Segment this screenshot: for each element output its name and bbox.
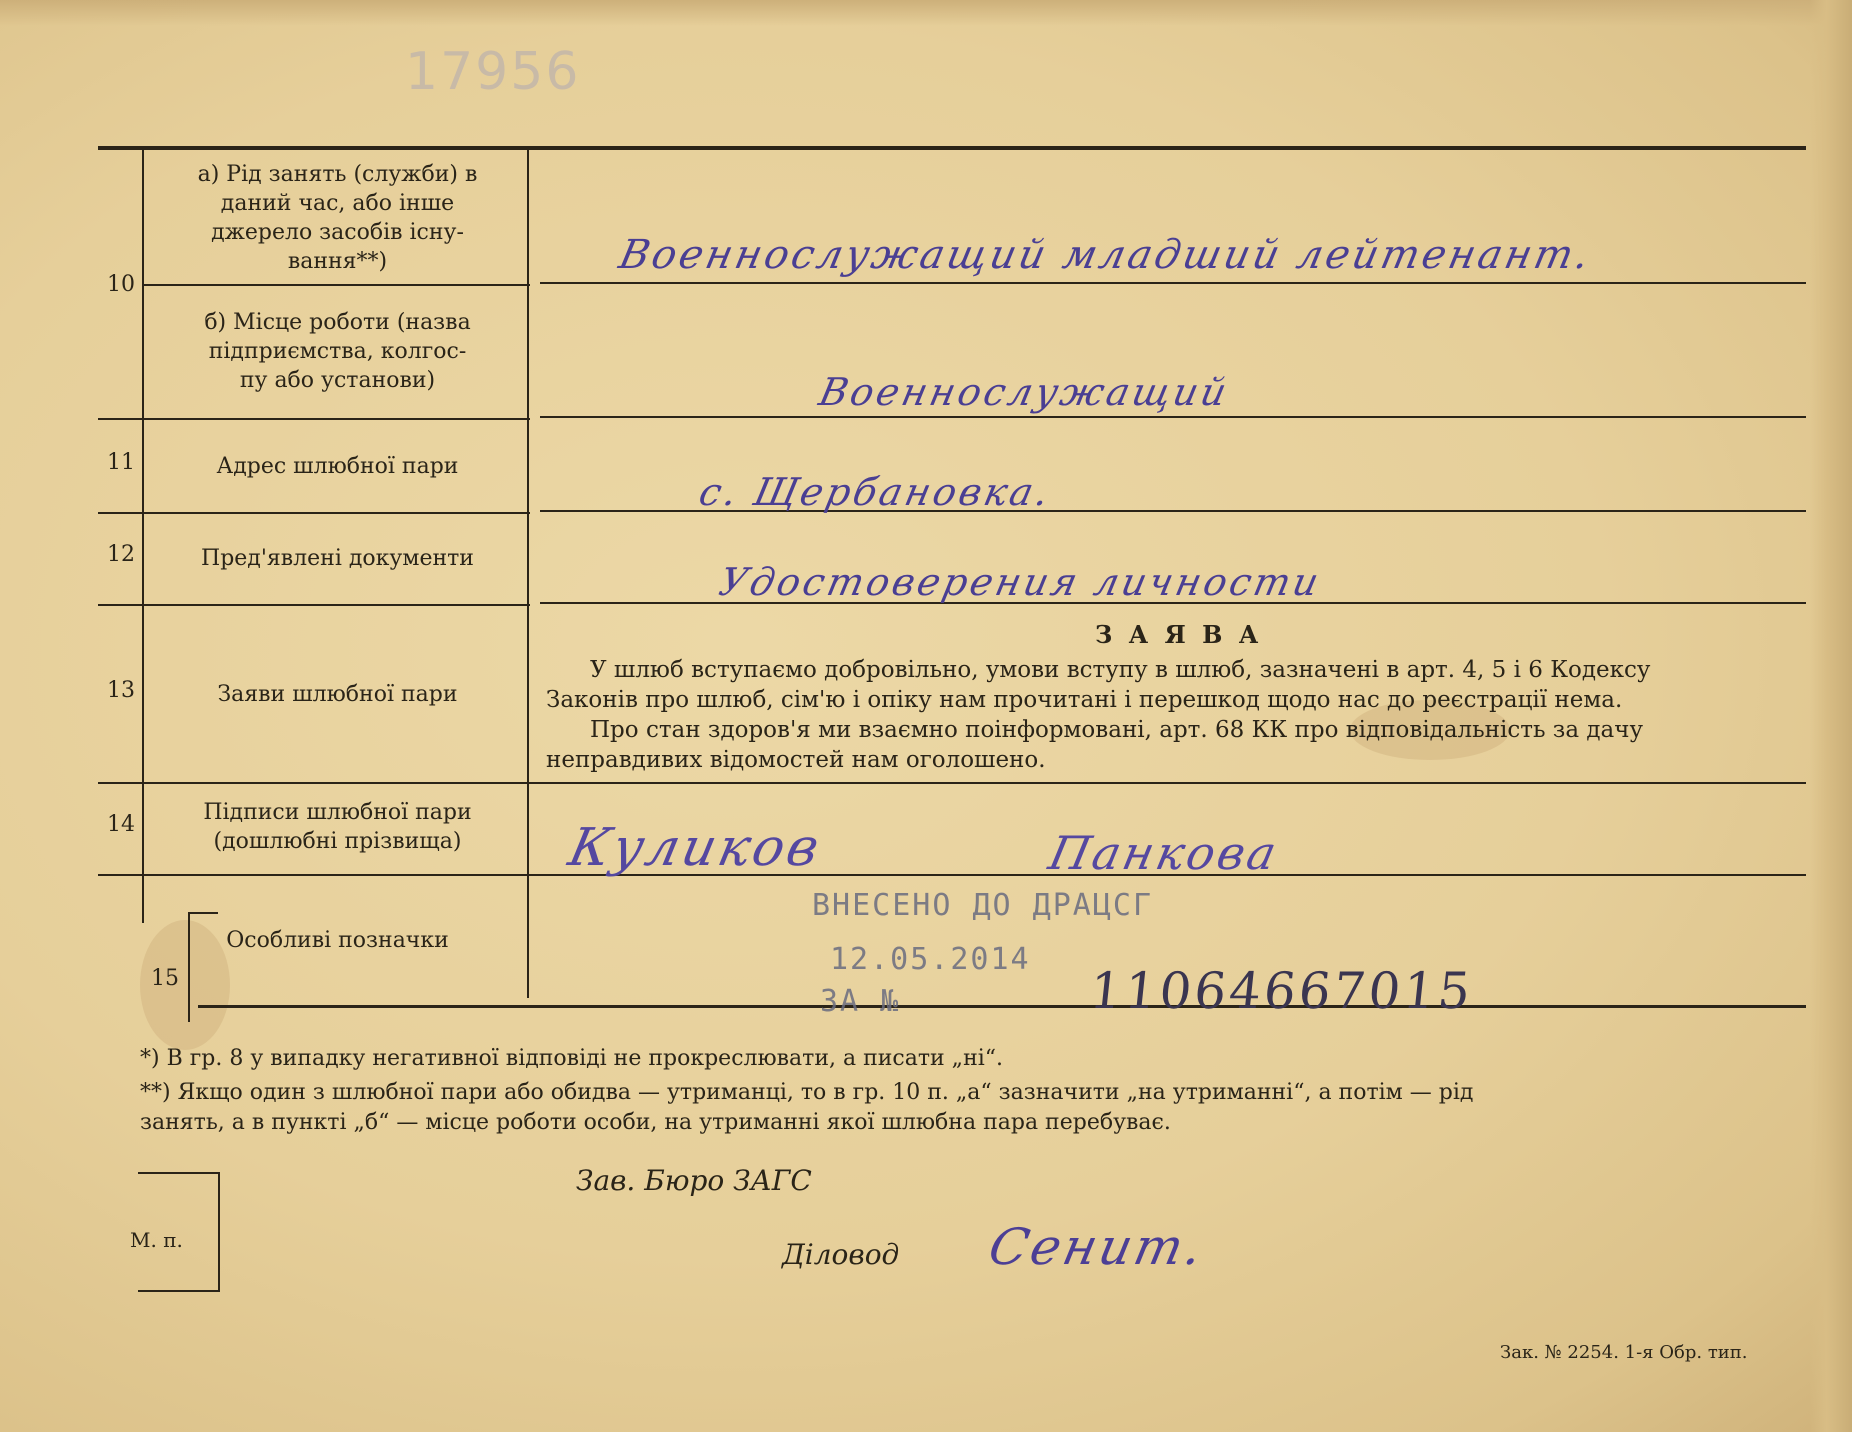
value-address: с. Щербановка. — [695, 470, 1056, 514]
row-number-13: 13 — [107, 678, 135, 703]
footnote-2: **) Якщо один з шлюбної пари або обидва — утриманці, то в гр. 10 п. „а“ зазначити „на утриманні“, а потім — рід — [140, 1080, 1474, 1105]
print-info: Зак. № 2254. 1-я Обр. тип. — [1500, 1342, 1748, 1363]
value-line — [540, 416, 1806, 418]
row-divider — [98, 512, 530, 514]
statement-title: З А Я В А — [1095, 620, 1263, 649]
head-of-registry-label: Зав. Бюро ЗАГС — [576, 1164, 812, 1197]
signature-groom: Куликов — [563, 818, 828, 878]
seal-label: М. п. — [130, 1228, 183, 1252]
row-number-12: 12 — [107, 542, 135, 567]
label-row-15: Особливі позначки — [226, 928, 449, 953]
signature-bride: Панкова — [1044, 826, 1284, 880]
row-divider — [142, 284, 530, 286]
value-documents: Удостоверения личности — [715, 560, 1326, 604]
row-divider — [98, 874, 1806, 876]
label-row-14: Підписи шлюбної пари (дошлюбні прізвища) — [203, 800, 472, 854]
registration-stamp-date: 12.05.2014 — [830, 942, 1031, 977]
value-line — [540, 282, 1806, 284]
row-number-11: 11 — [107, 450, 135, 475]
value-workplace: Военнослужащий — [815, 370, 1234, 414]
seal-box-border — [138, 1290, 220, 1292]
row-divider — [98, 782, 1806, 784]
paper-edge-right — [1810, 0, 1852, 1432]
statement-line: У шлюб вступаємо добровільно, умови вступу в шлюб, зазначені в арт. 4, 5 і 6 Кодексу — [590, 657, 1651, 683]
registration-number: 11064667015 — [1086, 962, 1476, 1020]
table-column-divider — [142, 148, 144, 923]
row-divider — [98, 418, 530, 420]
statement-line: неправдивих відомостей нам оголошено. — [546, 747, 1046, 773]
footnote-1: *) В гр. 8 у випадку негативної відповіді не прокреслювати, а писати „ні“. — [140, 1046, 1004, 1071]
row-number-14: 14 — [107, 812, 135, 837]
statement-line: Про стан здоров'я ми взаємно поінформовані, арт. 68 КК про відповідальність за дачу — [590, 717, 1643, 743]
row15-bracket — [188, 912, 218, 914]
statement-line: Законів про шлюб, сім'ю і опіку нам прочитані і перешкод щодо нас до реєстрації нема. — [546, 687, 1623, 713]
row-number-15: 15 — [151, 966, 179, 991]
archive-number: 17956 — [405, 42, 581, 102]
row-number-10: 10 — [107, 272, 135, 297]
paper-edge-top — [0, 0, 1852, 26]
seal-box-border — [218, 1172, 220, 1292]
registration-stamp-line3: ЗА № — [820, 984, 901, 1019]
label-row-13: Заяви шлюбної пари — [217, 682, 458, 707]
clerk-label: Діловод — [782, 1238, 900, 1271]
clerk-signature: Сенит. — [983, 1218, 1211, 1276]
footnote-3: занять, а в пункті „б“ — місце роботи особи, на утриманні якої шлюбна пара перебуває. — [140, 1110, 1171, 1135]
row-divider — [98, 604, 530, 606]
seal-box-border — [138, 1172, 220, 1174]
table-top-border — [98, 146, 1806, 150]
label-row-10b: б) Місце роботи (назва підприємства, колгос- пу або установи) — [204, 310, 471, 393]
label-row-11: Адрес шлюбної пари — [216, 454, 459, 479]
label-row-12: Пред'явлені документи — [201, 546, 474, 571]
label-row-10a: а) Рід занять (служби) в даний час, або інше джерело засобів існу- вання**) — [197, 162, 478, 274]
value-occupation: Военнослужащий младший лейтенант. — [615, 232, 1597, 278]
table-bottom-border — [198, 1005, 1806, 1008]
registration-stamp-line1: ВНЕСЕНО ДО ДРАЦСГ — [812, 888, 1154, 923]
